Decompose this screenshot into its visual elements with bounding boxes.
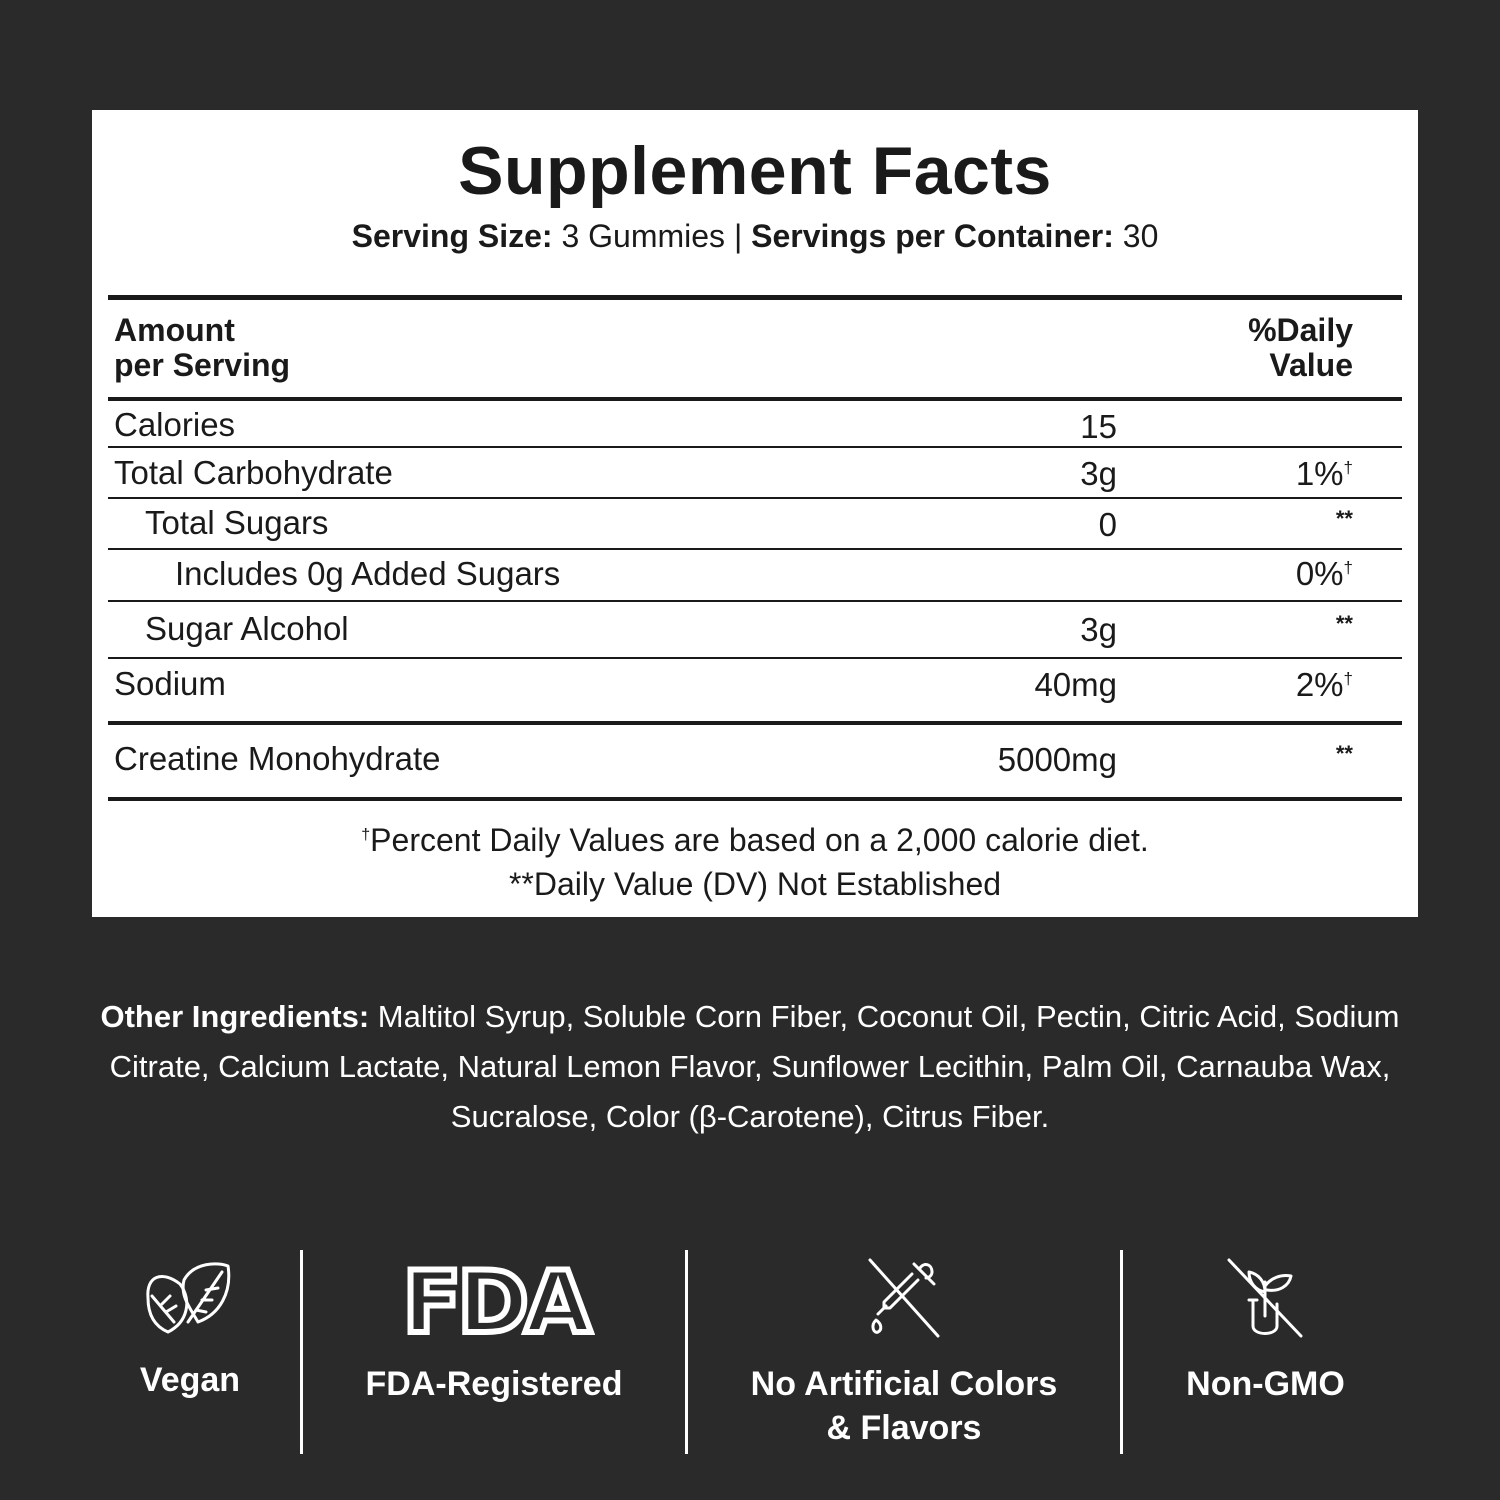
badge-no-artificial	[688, 1250, 1120, 1455]
serving-size-value: 3 Gummies	[561, 218, 726, 254]
header-daily-value	[1248, 313, 1353, 383]
header-amount-per-serving	[114, 313, 290, 383]
footnote-mark: †	[361, 826, 371, 844]
row-carbohydrate-dv	[1296, 455, 1353, 493]
row-divider	[108, 446, 1402, 448]
row-total-sugars-amount: 0	[1098, 506, 1117, 543]
servings-value: 30	[1122, 218, 1159, 254]
badge-fda-label: FDA-Registered	[365, 1365, 623, 1403]
servings-label: Servings per Container:	[751, 218, 1114, 254]
serving-size-label: Serving Size:	[351, 218, 553, 254]
badge-no-artificial-label-2: & Flavors	[826, 1409, 982, 1447]
bottom-rule	[108, 797, 1402, 801]
sodium-rule	[108, 721, 1402, 725]
row-sugar-alcohol-amount: 3g	[1080, 611, 1117, 648]
footnote-not-established: **Daily Value (DV) Not Established	[508, 866, 1002, 902]
row-added-sugars-dv	[1296, 555, 1353, 593]
row-carbohydrate-amount: 3g	[1080, 455, 1117, 492]
ingredients-label: Other Ingredients:	[100, 999, 370, 1034]
row-creatine-name: Creatine Monohydrate	[114, 740, 441, 777]
fda-logo	[395, 1260, 595, 1340]
dv-mark: †	[1343, 669, 1353, 688]
top-rule	[108, 295, 1402, 300]
facts-title: Supplement Facts	[458, 133, 1052, 209]
header-left-line-1: Amount	[114, 312, 235, 348]
footnote-text: Percent Daily Values are based on a 2,000 calorie diet.	[370, 822, 1149, 858]
row-total-sugars-dv: **	[1335, 506, 1353, 531]
row-creatine-dv: **	[1335, 741, 1353, 766]
header-right-line-2: Value	[1269, 347, 1353, 383]
other-ingredients	[80, 992, 1420, 1142]
dv-value: 2%	[1295, 666, 1344, 703]
row-calories-amount: 15	[1080, 408, 1117, 445]
dv-value: 0%	[1295, 555, 1344, 592]
dv-value: 1%	[1295, 455, 1344, 492]
row-carbohydrate-name: Total Carbohydrate	[114, 454, 393, 491]
badge-non-gmo-label: Non-GMO	[1186, 1365, 1345, 1403]
no-gmo-plant-icon	[1225, 1256, 1305, 1340]
badge-non-gmo	[1123, 1250, 1408, 1455]
header-right-line-1: %Daily	[1248, 312, 1353, 348]
row-sodium-dv	[1296, 666, 1353, 704]
footnote-dv-basis	[92, 822, 1418, 859]
badge-fda	[303, 1250, 685, 1455]
dv-mark: †	[1343, 458, 1353, 477]
row-calories-name: Calories	[114, 406, 236, 443]
badge-vegan-label: Vegan	[139, 1361, 241, 1399]
serving-info	[92, 218, 1418, 255]
header-left-line-2: per Serving	[114, 347, 291, 383]
row-sugar-alcohol-name: Sugar Alcohol	[145, 610, 349, 647]
row-divider	[108, 657, 1402, 659]
row-added-sugars-name: Includes 0g Added Sugars	[175, 555, 561, 592]
badge-no-artificial-label-1: No Artificial Colors	[750, 1365, 1058, 1403]
fda-logo-text: FDA	[402, 1260, 588, 1340]
serving-separator: |	[733, 218, 743, 254]
no-dropper-icon	[866, 1256, 942, 1340]
row-divider	[108, 548, 1402, 550]
row-sodium-amount: 40mg	[1034, 666, 1117, 703]
row-sodium-name: Sodium	[114, 665, 226, 702]
badge-vegan	[80, 1250, 300, 1455]
header-rule	[108, 397, 1402, 401]
leaves-icon	[140, 1256, 236, 1340]
ingredients-text: Maltitol Syrup, Soluble Corn Fiber, Coconut Oil, Pectin, Citric Acid, Sodium Citrate, Calcium Lactate, Natural Lemon Flavor, Sunflower Lecithin, Palm Oil, Carnauba Wax, Sucralose, Color (β-Carotene), Citrus Fiber.	[109, 999, 1400, 1134]
row-divider	[108, 600, 1402, 602]
row-creatine-amount: 5000mg	[997, 741, 1117, 778]
row-divider	[108, 497, 1402, 499]
dv-mark: †	[1343, 558, 1353, 577]
row-sugar-alcohol-dv: **	[1335, 611, 1353, 636]
supplement-facts-panel	[92, 110, 1418, 917]
row-total-sugars-name: Total Sugars	[145, 504, 329, 541]
